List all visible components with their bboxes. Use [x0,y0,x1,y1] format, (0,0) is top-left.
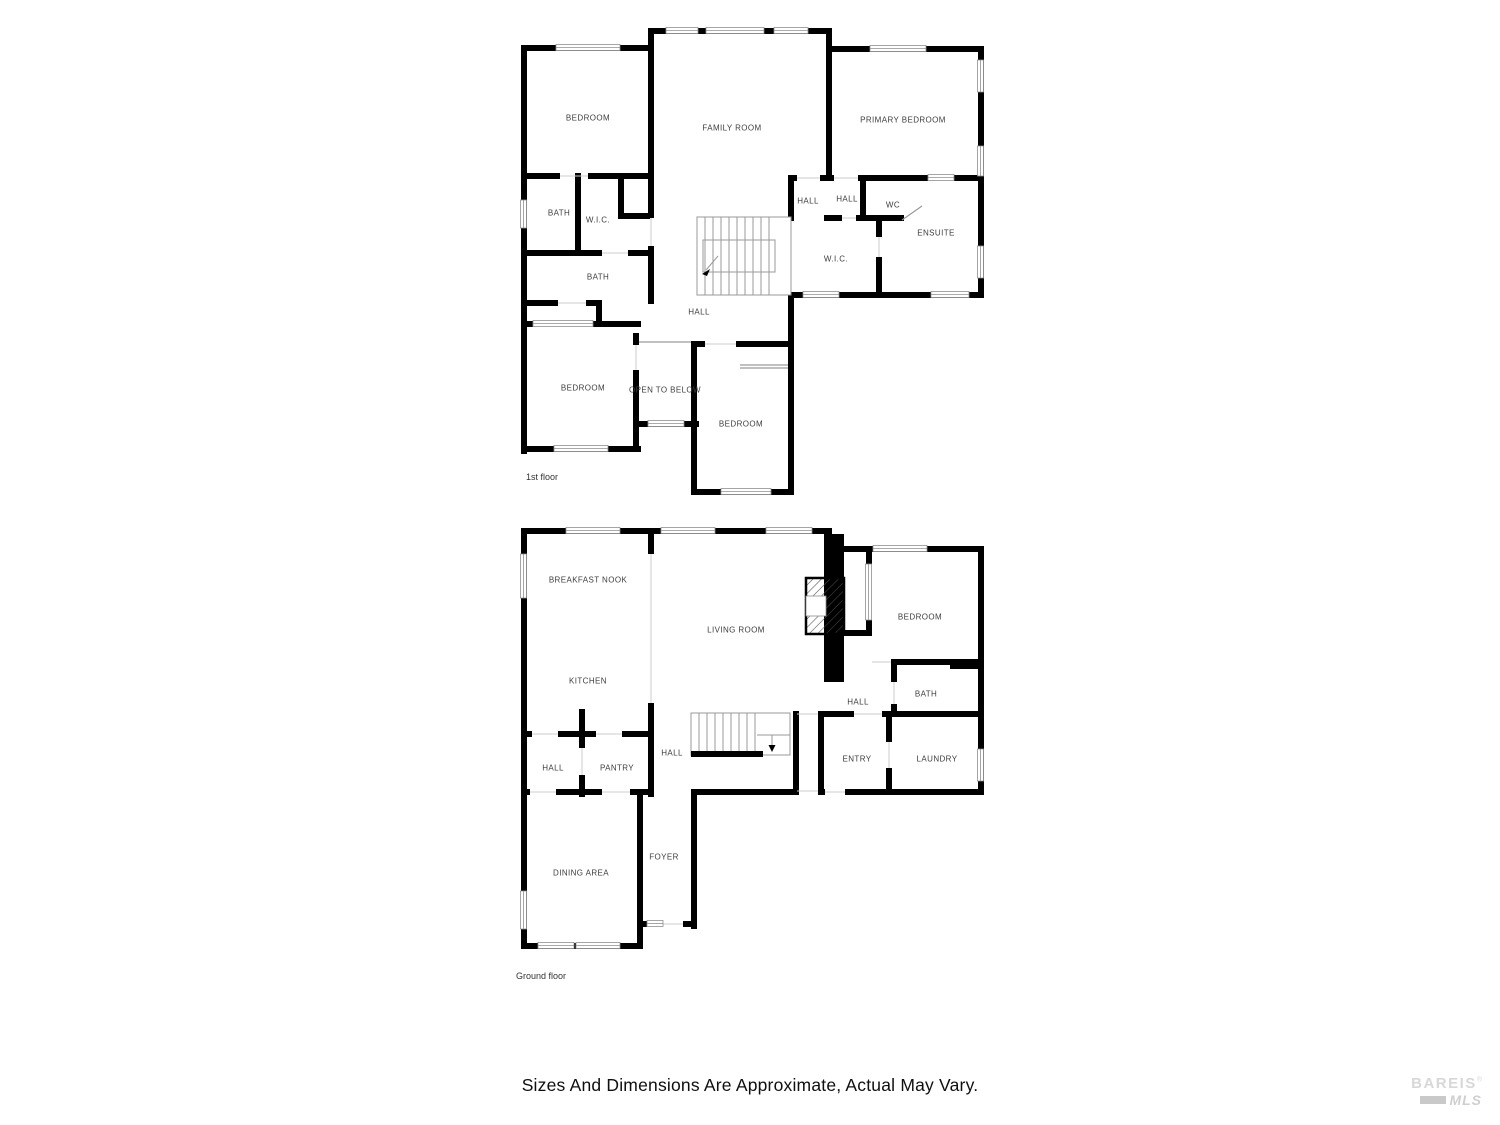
room-label-laundry: LAUNDRY [916,754,958,764]
room-label-hall: HALL [661,748,683,758]
room-label-w-i-c-: W.I.C. [823,254,849,264]
room-label-kitchen: KITCHEN [569,676,607,686]
room-label-hall: HALL [542,763,564,773]
first-floor-caption: 1st floor [526,472,559,482]
room-label-bedroom: BEDROOM [565,113,611,123]
ground-floor-caption: Ground floor [516,971,567,981]
room-label-w-i-c-: W.I.C. [585,215,611,225]
room-label-bath: BATH [547,208,571,218]
room-label-open-to-below: OPEN TO BELOW [628,385,702,395]
room-label-hall: HALL [688,307,710,317]
registered-mark-icon: ® [1476,1076,1482,1084]
room-label-living-room: LIVING ROOM [707,625,765,635]
room-label-hall: HALL [847,697,869,707]
watermark-sub: MLS [1449,1092,1482,1108]
room-label-bedroom: BEDROOM [897,612,943,622]
room-label-bedroom: BEDROOM [718,419,764,429]
room-label-pantry: PANTRY [599,763,635,773]
room-label-family-room: FAMILY ROOM [702,123,762,133]
room-label-ensuite: ENSUITE [917,228,955,238]
room-label-hall: HALL [836,194,858,204]
room-label-hall: HALL [797,196,819,206]
room-label-foyer: FOYER [649,852,679,862]
room-label-bath: BATH [586,272,610,282]
room-label-primary-bedroom: PRIMARY BEDROOM [860,115,946,125]
watermark-brand: BAREIS [1411,1075,1477,1092]
room-label-breakfast-nook: BREAKFAST NOOK [548,575,628,585]
room-label-bath: BATH [914,689,938,699]
disclaimer-text: Sizes And Dimensions Are Approximate, Actual May Vary. [521,1075,979,1095]
watermark-bar [1420,1096,1446,1104]
room-label-bedroom: BEDROOM [560,383,606,393]
room-label-wc: WC [885,200,901,210]
room-label-entry: ENTRY [842,754,872,764]
first-floor-details [558,176,922,370]
room-label-dining-area: DINING AREA [553,868,609,878]
mls-watermark [1392,1076,1482,1107]
